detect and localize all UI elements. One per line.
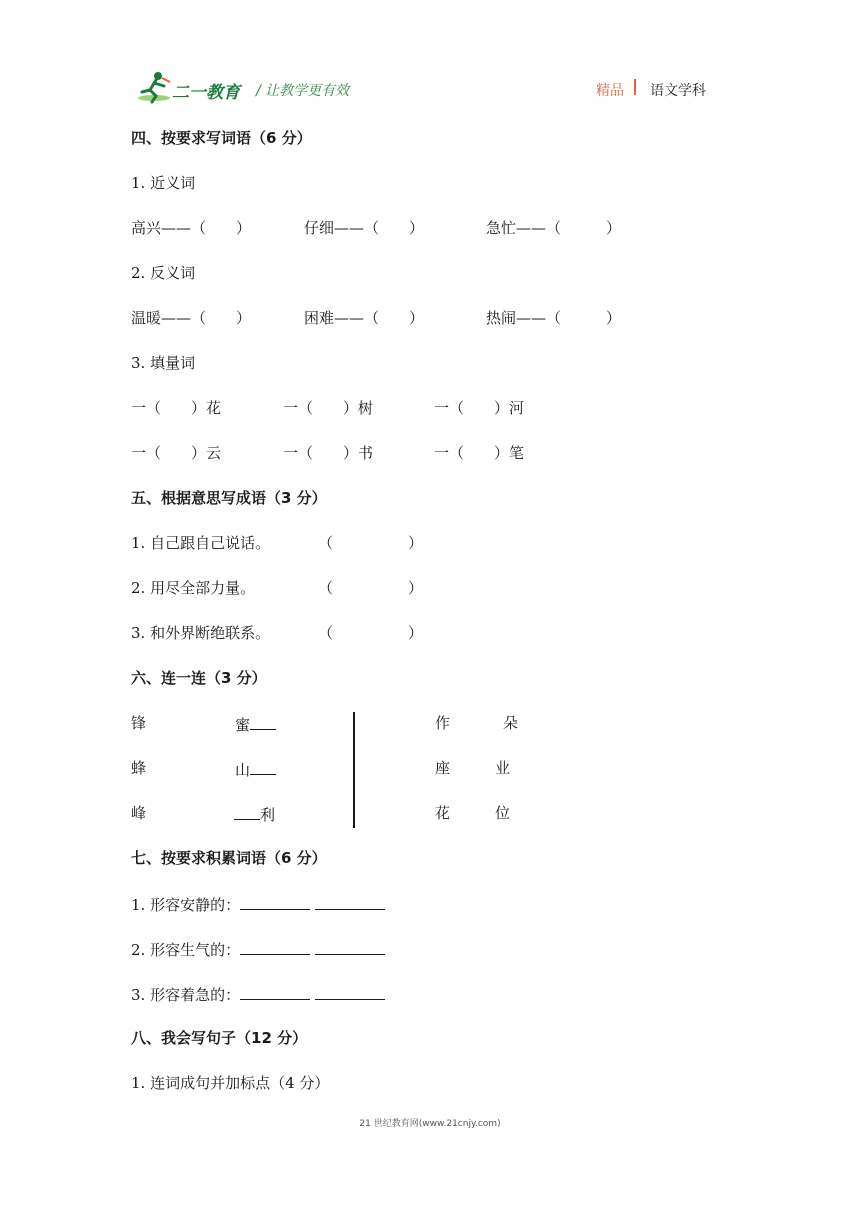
subject-label: 语文学科 [650, 83, 706, 99]
section-6-title: 六、连一连（3 分） [131, 669, 267, 687]
match-left-word-1: 蜜 [235, 713, 276, 735]
match-right-word-3: 位 [495, 804, 511, 822]
measure-1-1: 一（ ）花 [131, 399, 222, 417]
measure-2-3: 一（ ）笔 [434, 444, 525, 462]
accumulate-q2: 2. 形容生气的： [131, 938, 385, 960]
tag-jingpin: 精品 [596, 83, 624, 99]
antonym-2: 困难——（ ） [304, 309, 425, 327]
match-left-char-3: 峰 [131, 804, 147, 822]
idiom-q3: 3. 和外界断绝联系。 [131, 624, 271, 642]
accumulate-q1: 1. 形容安静的： [131, 893, 385, 915]
match-left-word-2: 山 [235, 758, 276, 780]
sec4-q3: 3. 填量词 [131, 354, 196, 372]
match-left-word-3: 利 [234, 803, 275, 825]
match-right-char-1: 作 [435, 714, 451, 732]
synonym-2: 仔细——（ ） [304, 219, 425, 237]
measure-1-3: 一（ ）河 [434, 399, 525, 417]
match-left-char-1: 锋 [131, 714, 147, 732]
measure-2-1: 一（ ）云 [131, 444, 222, 462]
header-divider [634, 79, 636, 95]
section-5-title: 五、根据意思写成语（3 分） [131, 489, 327, 507]
accumulate-q3: 3. 形容着急的： [131, 983, 385, 1005]
idiom-blank-1: （ ） [318, 534, 424, 552]
match-right-char-3: 花 [435, 804, 451, 822]
sec4-q1: 1. 近义词 [131, 174, 196, 192]
idiom-q2: 2. 用尽全部力量。 [131, 579, 256, 597]
logo-text: 二一教育 [172, 83, 240, 103]
footer: 21 世纪教育网(www.21cnjy.com) [359, 1119, 501, 1129]
match-divider [353, 712, 355, 828]
sec4-q2: 2. 反义词 [131, 264, 196, 282]
idiom-blank-3: （ ） [318, 624, 424, 642]
match-right-char-2: 座 [435, 759, 451, 777]
match-right-word-1: 朵 [503, 714, 519, 732]
section-8-title: 八、我会写句子（12 分） [131, 1029, 308, 1047]
measure-2-2: 一（ ）书 [283, 444, 374, 462]
synonym-3: 急忙——（ ） [486, 219, 622, 237]
synonym-1: 高兴——（ ） [131, 219, 252, 237]
match-left-char-2: 蜂 [131, 759, 147, 777]
match-right-word-2: 业 [495, 759, 511, 777]
idiom-q1: 1. 自己跟自己说话。 [131, 534, 271, 552]
antonym-1: 温暖——（ ） [131, 309, 252, 327]
section-4-title: 四、按要求写词语（6 分） [131, 129, 312, 147]
idiom-blank-2: （ ） [318, 579, 424, 597]
slogan: / 让教学更有效 [256, 83, 350, 99]
antonym-3: 热闹——（ ） [486, 309, 622, 327]
sec8-q1: 1. 连词成句并加标点（4 分） [131, 1074, 330, 1092]
measure-1-2: 一（ ）树 [283, 399, 374, 417]
section-7-title: 七、按要求积累词语（6 分） [131, 849, 327, 867]
